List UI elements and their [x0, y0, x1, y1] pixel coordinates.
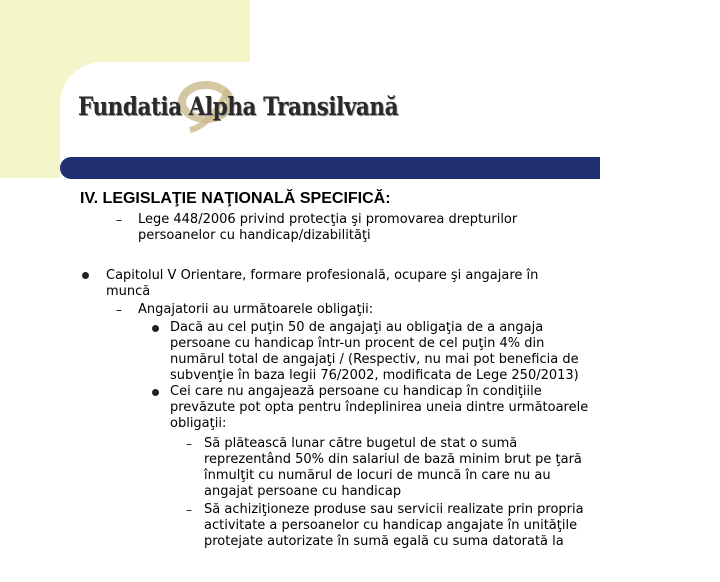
point1-bullet-icon [152, 325, 159, 332]
point2-line-3: obligaţii: [170, 416, 227, 431]
sub1-line-2: reprezentând 50% din salariul de bază minim brut pe ţară [204, 452, 582, 467]
title-bar [60, 157, 600, 179]
sub1-line-3: înmulţit cu numărul de locuri de muncă în care nu au [204, 468, 551, 483]
law-line-2: persoanelor cu handicap/dizabilităţi [138, 228, 371, 243]
law-marker: – [116, 213, 122, 227]
sub2-line-2: activitate a persoanelor cu handicap angajate în unităţile [204, 518, 578, 533]
sub1-line-4: angajat persoane cu handicap [204, 484, 402, 499]
point2-line-1: Cei care nu angajează persoane cu handicap în condiţiile [170, 384, 542, 399]
point2-line-2: prevăzute pot opta pentru îndeplinirea uneia dintre următoarele [170, 400, 589, 415]
sub2-line-3: protejate autorizate în sumă egală cu suma datorată la [204, 534, 564, 549]
point1-line-2: persoane cu handicap într-un procent de cel puţin 4% din [170, 336, 545, 351]
logo-text: Fundatia Alpha Transilvană [78, 92, 399, 121]
sub1-marker: – [186, 437, 192, 451]
chapter-bullet-icon [82, 272, 89, 279]
point1-line-3: numărul total de angajaţi / (Respectiv, nu mai pot beneficia de [170, 352, 579, 367]
sub1-line-1: Să plătească lunar către bugetul de stat o sumă [204, 436, 518, 451]
obligations-text: Angajatorii au următoarele obligaţii: [138, 302, 374, 317]
point2-bullet-icon [152, 389, 159, 396]
point1-line-1: Dacă au cel puţin 50 de angajaţi au obligaţia de a angaja [170, 320, 544, 335]
law-line-1: Lege 448/2006 privind protecţia şi promovarea drepturilor [138, 212, 518, 227]
point1-line-4: subvenţie în baza legii 76/2002, modificata de Lege 250/2013) [170, 368, 579, 383]
page-title: IV. LEGISLAŢIE NAŢIONALĂ SPECIFICĂ: [80, 190, 391, 207]
logo [72, 78, 399, 136]
chapter-line-1: Capitolul V Orientare, formare profesională, ocupare şi angajare în [106, 268, 539, 283]
sub2-line-1: Să achiziţioneze produse sau servicii realizate prin propria [204, 502, 584, 517]
sub2-marker: – [186, 503, 192, 517]
chapter-line-2: muncă [106, 284, 151, 299]
obligations-marker: – [116, 303, 122, 317]
